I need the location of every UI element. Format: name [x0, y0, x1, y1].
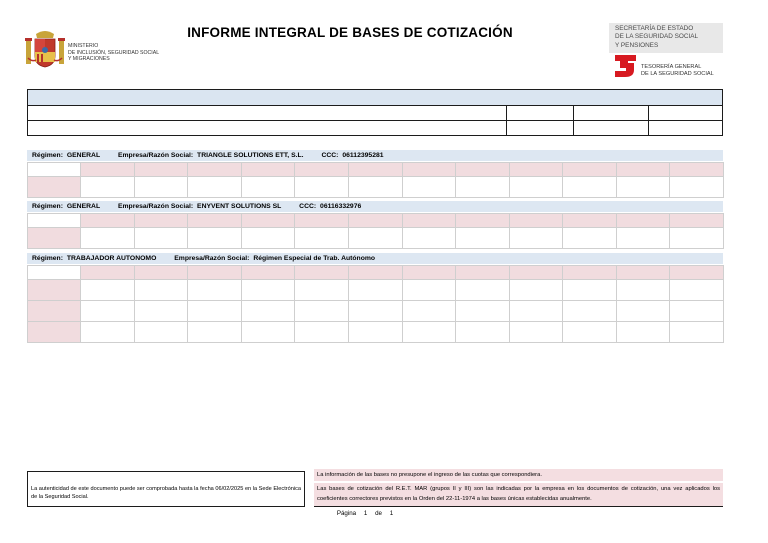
grid-cell: [188, 163, 242, 177]
page-total: 1: [389, 510, 394, 517]
grid-cell: [188, 301, 242, 322]
grid-cell: [349, 228, 403, 249]
page-of: de: [375, 510, 382, 517]
grid-cell: [563, 177, 617, 198]
grid-cell: [670, 266, 724, 280]
ccc-label: CCC:: [299, 203, 317, 210]
tgss-logo-icon: [613, 54, 637, 78]
grid-cell: [349, 280, 403, 301]
grid-cell: [617, 177, 670, 198]
grid-cell: [81, 163, 135, 177]
grid-cell: [617, 301, 670, 322]
page-number: [300, 510, 430, 517]
grid-cell: [456, 266, 510, 280]
grid-cell: [135, 280, 188, 301]
page-label: Página: [336, 510, 357, 517]
bases-grid-2: [27, 213, 724, 249]
grid-cell: [403, 177, 456, 198]
grid-cell: [295, 266, 349, 280]
grid-cell: [135, 163, 188, 177]
grid-cell: [617, 163, 670, 177]
summary-cell: [507, 121, 574, 136]
regimen-label: Régimen:: [32, 203, 63, 210]
summary-table: [27, 89, 723, 136]
grid-cell: [135, 228, 188, 249]
regimen-value: TRABAJADOR AUTONOMO: [66, 255, 157, 262]
grid-row: [28, 228, 724, 249]
grid-row: [28, 177, 724, 198]
grid-cell: [242, 163, 295, 177]
authenticity-note: La autenticidad de este documento puede ser comprobada hasta la fecha 06/02/2025 en la Sede Electrónica de la Seguridad Social.: [27, 471, 305, 507]
grid-cell: [242, 214, 295, 228]
empresa-value: Régimen Especial de Trab. Autónomo: [253, 255, 376, 262]
grid-cell: [563, 301, 617, 322]
grid-cell: [188, 280, 242, 301]
footer-divider: [314, 506, 723, 507]
grid-cell: [349, 214, 403, 228]
summary-cell: [574, 121, 649, 136]
grid-cell: [563, 266, 617, 280]
bases-grid-3: [27, 265, 724, 343]
grid-cell: [28, 214, 81, 228]
grid-cell: [403, 322, 456, 343]
grid-cell: [81, 301, 135, 322]
grid-cell: [563, 322, 617, 343]
summary-row: [28, 106, 723, 121]
grid-cell: [349, 322, 403, 343]
grid-cell: [242, 177, 295, 198]
grid-cell: [563, 280, 617, 301]
section-header-general-2: [27, 201, 723, 212]
grid-cell: [617, 280, 670, 301]
grid-cell: [28, 280, 81, 301]
section-header-general-1: [27, 150, 723, 161]
grid-cell: [349, 266, 403, 280]
grid-cell: [617, 214, 670, 228]
summary-cell: [507, 106, 574, 121]
summary-cell: [28, 121, 507, 136]
grid-cell: [510, 177, 563, 198]
grid-cell: [617, 228, 670, 249]
summary-row: [28, 121, 723, 136]
regimen-value: GENERAL: [66, 152, 101, 159]
grid-row: [28, 163, 724, 177]
grid-cell: [349, 301, 403, 322]
secretaria-label: SECRETARÍA DE ESTADO DE LA SEGURIDAD SOCIAL Y PENSIONES: [615, 25, 699, 49]
grid-cell: [510, 322, 563, 343]
grid-cell: [295, 163, 349, 177]
grid-cell: [295, 280, 349, 301]
grid-row: [28, 280, 724, 301]
grid-row: [28, 301, 724, 322]
grid-cell: [295, 322, 349, 343]
grid-cell: [188, 228, 242, 249]
grid-cell: [81, 266, 135, 280]
grid-cell: [295, 301, 349, 322]
grid-cell: [242, 301, 295, 322]
ccc-label: CCC:: [321, 152, 339, 159]
grid-cell: [456, 163, 510, 177]
grid-cell: [188, 322, 242, 343]
grid-cell: [242, 228, 295, 249]
grid-cell: [81, 280, 135, 301]
grid-cell: [617, 322, 670, 343]
ret-mar-note: Las bases de cotización del R.E.T. MAR (grupos II y III) son las indicadas por la empresa en los documentos de cotización, una vez aplicados los coeficientes correctores previstos en la Orden del 22-11-1974 a las bases únicas establecidas anualmente.: [314, 483, 723, 506]
bases-grid-1: [27, 162, 724, 198]
grid-cell: [563, 163, 617, 177]
grid-cell: [242, 322, 295, 343]
summary-cell: [649, 121, 723, 136]
grid-cell: [456, 214, 510, 228]
empresa-value: TRIANGLE SOLUTIONS ETT, S.L.: [197, 152, 304, 159]
grid-cell: [135, 214, 188, 228]
grid-cell: [670, 177, 724, 198]
ccc-value: 06112395281: [342, 152, 384, 159]
grid-cell: [510, 228, 563, 249]
summary-header-cell: [28, 90, 723, 106]
grid-cell: [403, 266, 456, 280]
grid-cell: [403, 228, 456, 249]
grid-cell: [563, 214, 617, 228]
grid-cell: [81, 177, 135, 198]
grid-cell: [135, 266, 188, 280]
grid-cell: [403, 301, 456, 322]
grid-cell: [188, 214, 242, 228]
page-current: 1: [363, 510, 368, 517]
summary-cell: [649, 106, 723, 121]
grid-cell: [563, 228, 617, 249]
grid-cell: [670, 163, 724, 177]
grid-cell: [188, 177, 242, 198]
section-header-autonomo: [27, 253, 723, 264]
grid-cell: [403, 163, 456, 177]
regimen-label: Régimen:: [32, 152, 63, 159]
grid-row: [28, 214, 724, 228]
grid-cell: [456, 228, 510, 249]
info-note: La información de las bases no presupone el ingreso de las cuotas que correspondiera.: [314, 469, 723, 481]
grid-cell: [510, 301, 563, 322]
grid-cell: [349, 163, 403, 177]
regimen-label: Régimen:: [32, 255, 63, 262]
grid-cell: [28, 266, 81, 280]
grid-cell: [456, 322, 510, 343]
empresa-label: Empresa/Razón Social:: [117, 152, 194, 159]
grid-cell: [81, 214, 135, 228]
summary-header-row: [28, 90, 723, 106]
grid-cell: [295, 228, 349, 249]
grid-cell: [28, 163, 81, 177]
grid-cell: [28, 301, 81, 322]
empresa-label: Empresa/Razón Social:: [174, 255, 250, 262]
grid-cell: [670, 322, 724, 343]
empresa-label: Empresa/Razón Social:: [117, 203, 194, 210]
grid-cell: [28, 177, 81, 198]
grid-row: [28, 322, 724, 343]
grid-cell: [81, 322, 135, 343]
grid-cell: [295, 177, 349, 198]
grid-cell: [135, 177, 188, 198]
grid-cell: [188, 266, 242, 280]
grid-cell: [81, 228, 135, 249]
grid-cell: [135, 301, 188, 322]
grid-cell: [403, 280, 456, 301]
grid-cell: [670, 214, 724, 228]
ministry-name: MINISTERIO DE INCLUSIÓN, SEGURIDAD SOCIAL Y MIGRACIONES: [68, 43, 160, 63]
grid-cell: [510, 214, 563, 228]
grid-cell: [510, 280, 563, 301]
grid-cell: [456, 177, 510, 198]
summary-cell: [28, 106, 507, 121]
ccc-value: 06116332976: [320, 203, 362, 210]
grid-cell: [135, 322, 188, 343]
regimen-value: GENERAL: [66, 203, 101, 210]
grid-cell: [242, 266, 295, 280]
coat-of-arms-icon: [24, 28, 66, 70]
grid-cell: [670, 228, 724, 249]
tgss-label: TESORERÍA GENERAL DE LA SEGURIDAD SOCIAL: [641, 64, 714, 77]
summary-cell: [574, 106, 649, 121]
grid-cell: [403, 214, 456, 228]
grid-cell: [510, 266, 563, 280]
grid-cell: [242, 280, 295, 301]
document-title: INFORME INTEGRAL DE BASES DE COTIZACIÓN: [187, 25, 513, 40]
grid-cell: [349, 177, 403, 198]
grid-cell: [28, 228, 81, 249]
grid-cell: [670, 280, 724, 301]
empresa-value: ENYVENT SOLUTIONS SL: [197, 203, 282, 210]
grid-cell: [670, 301, 724, 322]
grid-cell: [456, 301, 510, 322]
grid-cell: [510, 163, 563, 177]
grid-cell: [456, 280, 510, 301]
grid-cell: [295, 214, 349, 228]
grid-cell: [28, 322, 81, 343]
grid-row: [28, 266, 724, 280]
grid-cell: [617, 266, 670, 280]
